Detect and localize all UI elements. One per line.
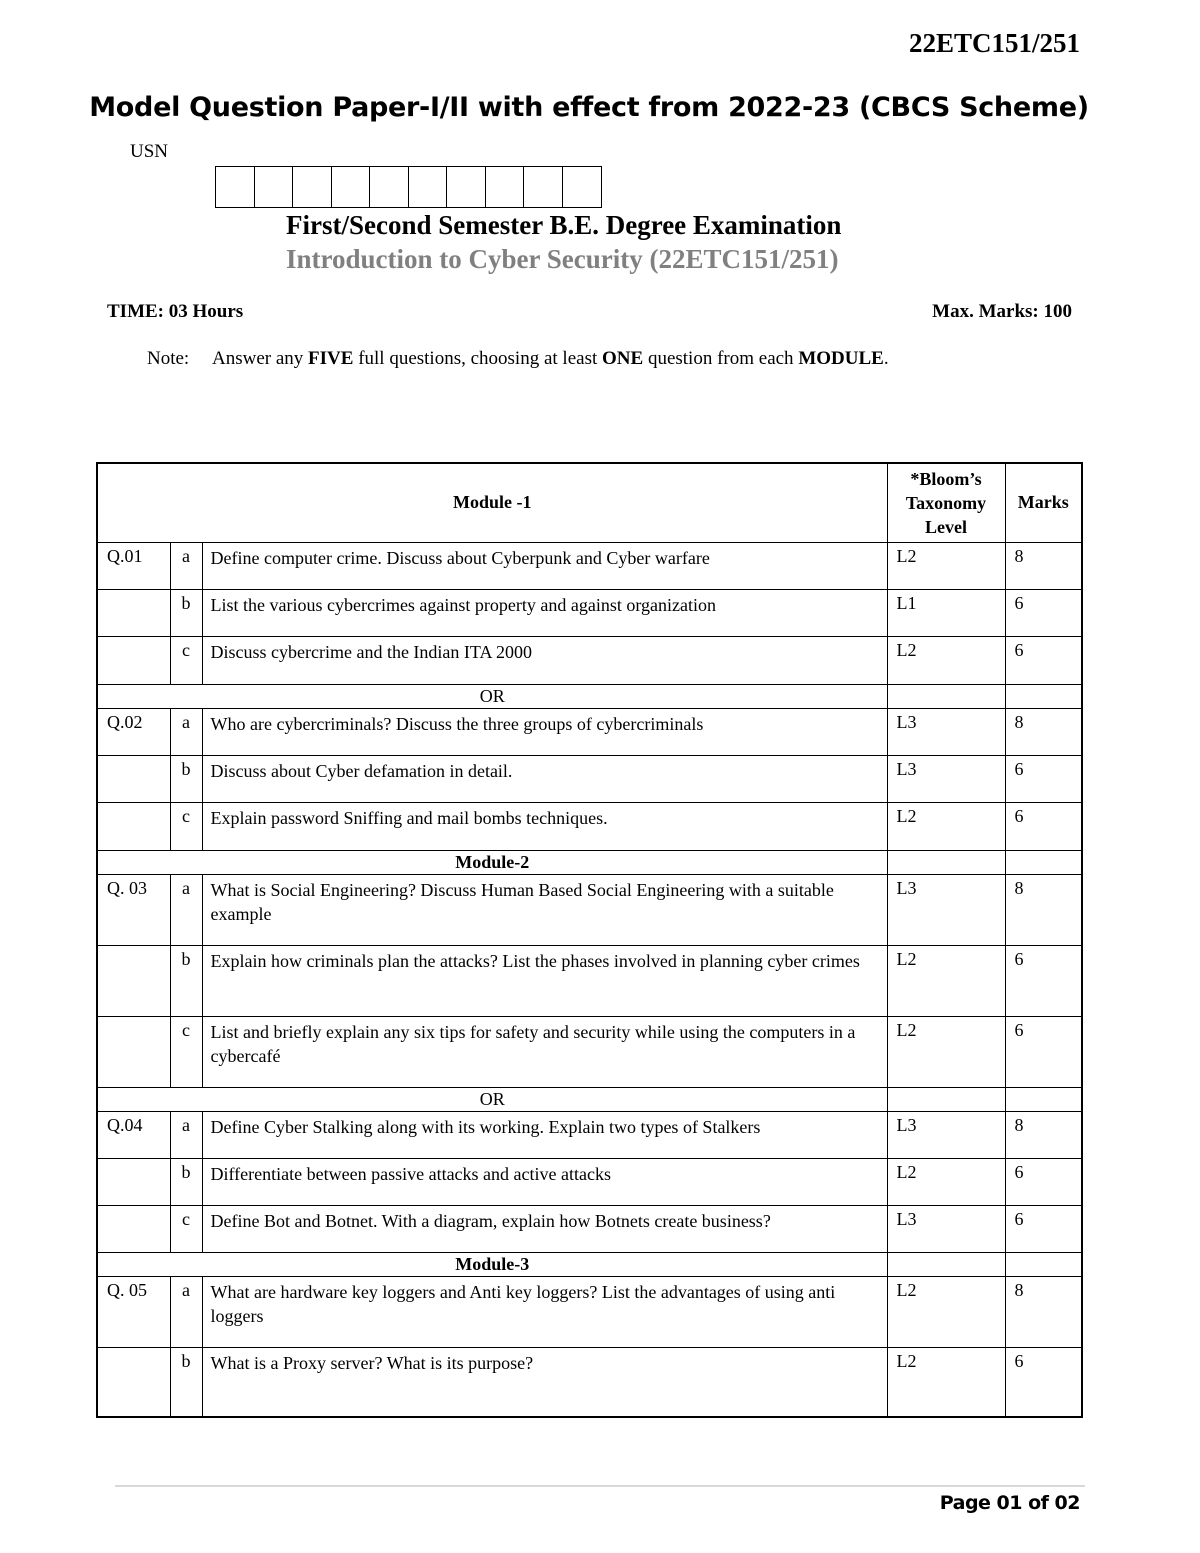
question-marks: 6 — [1005, 1347, 1082, 1417]
usn-box[interactable] — [255, 167, 294, 207]
question-part: b — [170, 1347, 202, 1417]
usn-box[interactable] — [563, 167, 602, 207]
usn-box[interactable] — [370, 167, 409, 207]
table-row — [97, 755, 1082, 802]
note-text — [212, 348, 889, 370]
question-part: b — [170, 755, 202, 802]
note-part: full questions, choosing at least — [353, 348, 602, 369]
table-row — [97, 708, 1082, 755]
usn-box[interactable] — [409, 167, 448, 207]
question-text: What is Social Engineering? Discuss Human Based Social Engineering with a suitable example — [202, 874, 887, 945]
question-text: Explain how criminals plan the attacks? List the phases involved in planning cyber crimes — [202, 945, 887, 1016]
blooms-level: L3 — [887, 874, 1005, 945]
question-number: Q.01 — [97, 542, 170, 589]
table-row — [97, 1347, 1082, 1417]
question-text: What are hardware key loggers and Anti key loggers? List the advantages of using anti loggers — [202, 1276, 887, 1347]
blooms-level: L1 — [887, 589, 1005, 636]
question-part: a — [170, 874, 202, 945]
table-row — [97, 802, 1082, 850]
usn-box[interactable] — [486, 167, 525, 207]
question-marks: 8 — [1005, 542, 1082, 589]
question-number: Q.02 — [97, 708, 170, 755]
or-separator: OR — [97, 1087, 887, 1111]
question-part: a — [170, 1276, 202, 1347]
empty-cell — [887, 1252, 1005, 1276]
blooms-level: L2 — [887, 636, 1005, 684]
footer-divider — [115, 1485, 1085, 1487]
question-marks: 6 — [1005, 945, 1082, 1016]
module-3-heading: Module-3 — [97, 1252, 887, 1276]
usn-box[interactable] — [293, 167, 332, 207]
question-number — [97, 802, 170, 850]
blooms-level: L3 — [887, 1205, 1005, 1252]
empty-cell — [887, 850, 1005, 874]
separator-row — [97, 1087, 1082, 1111]
question-number — [97, 1158, 170, 1205]
usn-label: USN — [130, 141, 169, 162]
question-marks: 6 — [1005, 589, 1082, 636]
blooms-level: L2 — [887, 1347, 1005, 1417]
question-marks: 6 — [1005, 1016, 1082, 1087]
question-part: b — [170, 1158, 202, 1205]
max-marks: Max. Marks: 100 — [932, 301, 1072, 322]
question-part: a — [170, 708, 202, 755]
subject-title: Introduction to Cyber Security (22ETC151/251) — [286, 244, 839, 274]
or-separator: OR — [97, 684, 887, 708]
question-text: Discuss cybercrime and the Indian ITA 2000 — [202, 636, 887, 684]
usn-box[interactable] — [332, 167, 371, 207]
question-part: b — [170, 589, 202, 636]
blooms-level: L2 — [887, 945, 1005, 1016]
question-text: Define Cyber Stalking along with its working. Explain two types of Stalkers — [202, 1111, 887, 1158]
question-part: a — [170, 1111, 202, 1158]
note-part: . — [883, 348, 889, 369]
table-row — [97, 1158, 1082, 1205]
table-row — [97, 945, 1082, 1016]
question-marks: 6 — [1005, 636, 1082, 684]
note-emphasis: MODULE — [798, 348, 884, 369]
note-part: question from each — [643, 348, 799, 369]
table-row — [97, 636, 1082, 684]
table-row — [97, 589, 1082, 636]
note-part: Answer any — [212, 348, 309, 369]
question-text: Who are cybercriminals? Discuss the three groups of cybercriminals — [202, 708, 887, 755]
question-text: Define Bot and Botnet. With a diagram, explain how Botnets create business? — [202, 1205, 887, 1252]
blooms-level: L3 — [887, 708, 1005, 755]
empty-cell — [1005, 1252, 1082, 1276]
question-marks: 6 — [1005, 1205, 1082, 1252]
exam-duration: TIME: 03 Hours — [107, 301, 244, 322]
marks-header: Marks — [1005, 463, 1082, 542]
separator-row — [97, 1252, 1082, 1276]
question-number — [97, 1016, 170, 1087]
question-number — [97, 1347, 170, 1417]
blooms-level: L2 — [887, 542, 1005, 589]
question-number: Q. 05 — [97, 1276, 170, 1347]
empty-cell — [1005, 850, 1082, 874]
question-text: Discuss about Cyber defamation in detail. — [202, 755, 887, 802]
question-part: c — [170, 636, 202, 684]
separator-row — [97, 684, 1082, 708]
question-number — [97, 1205, 170, 1252]
blooms-level: L2 — [887, 1158, 1005, 1205]
table-header-row — [97, 463, 1082, 542]
question-number: Q.04 — [97, 1111, 170, 1158]
usn-box[interactable] — [524, 167, 563, 207]
separator-row — [97, 850, 1082, 874]
question-part: c — [170, 802, 202, 850]
table-row — [97, 874, 1082, 945]
question-text: Define computer crime. Discuss about Cyberpunk and Cyber warfare — [202, 542, 887, 589]
question-marks: 6 — [1005, 1158, 1082, 1205]
question-number — [97, 636, 170, 684]
table-row — [97, 1276, 1082, 1347]
blooms-level-header: *Bloom’s Taxonomy Level — [887, 463, 1005, 542]
paper-code: 22ETC151/251 — [908, 28, 1080, 58]
blooms-level: L3 — [887, 1111, 1005, 1158]
question-part: c — [170, 1016, 202, 1087]
exam-title: First/Second Semester B.E. Degree Examination — [286, 210, 842, 240]
question-text: Explain password Sniffing and mail bombs techniques. — [202, 802, 887, 850]
question-marks: 6 — [1005, 755, 1082, 802]
question-marks: 8 — [1005, 1111, 1082, 1158]
question-table — [96, 462, 1083, 1418]
question-number — [97, 589, 170, 636]
question-part: c — [170, 1205, 202, 1252]
question-text: List the various cybercrimes against property and against organization — [202, 589, 887, 636]
note-label: Note: — [147, 348, 190, 369]
paper-title: Model Question Paper-I/II with effect from 2022-23 (CBCS Scheme) — [89, 92, 1089, 123]
module-1-heading: Module -1 — [97, 463, 887, 542]
question-text: Differentiate between passive attacks and active attacks — [202, 1158, 887, 1205]
note-emphasis: FIVE — [308, 348, 354, 369]
usn-boxes[interactable] — [215, 166, 602, 208]
blooms-level: L2 — [887, 802, 1005, 850]
page-number: Page 01 of 02 — [939, 1492, 1080, 1514]
question-marks: 8 — [1005, 874, 1082, 945]
blooms-level: L3 — [887, 755, 1005, 802]
blooms-level: L2 — [887, 1016, 1005, 1087]
question-number: Q. 03 — [97, 874, 170, 945]
table-row — [97, 1016, 1082, 1087]
table-row — [97, 1111, 1082, 1158]
question-number — [97, 755, 170, 802]
question-part: b — [170, 945, 202, 1016]
blooms-level: L2 — [887, 1276, 1005, 1347]
question-text: What is a Proxy server? What is its purpose? — [202, 1347, 887, 1417]
note-emphasis: ONE — [602, 348, 644, 369]
usn-box[interactable] — [216, 167, 255, 207]
question-marks: 8 — [1005, 708, 1082, 755]
empty-cell — [1005, 684, 1082, 708]
question-marks: 6 — [1005, 802, 1082, 850]
empty-cell — [887, 1087, 1005, 1111]
question-number — [97, 945, 170, 1016]
question-part: a — [170, 542, 202, 589]
empty-cell — [1005, 1087, 1082, 1111]
question-marks: 8 — [1005, 1276, 1082, 1347]
module-2-heading: Module-2 — [97, 850, 887, 874]
table-row — [97, 542, 1082, 589]
table-row — [97, 1205, 1082, 1252]
question-text: List and briefly explain any six tips for safety and security while using the computers in a cybercafé — [202, 1016, 887, 1087]
empty-cell — [887, 684, 1005, 708]
usn-box[interactable] — [447, 167, 486, 207]
